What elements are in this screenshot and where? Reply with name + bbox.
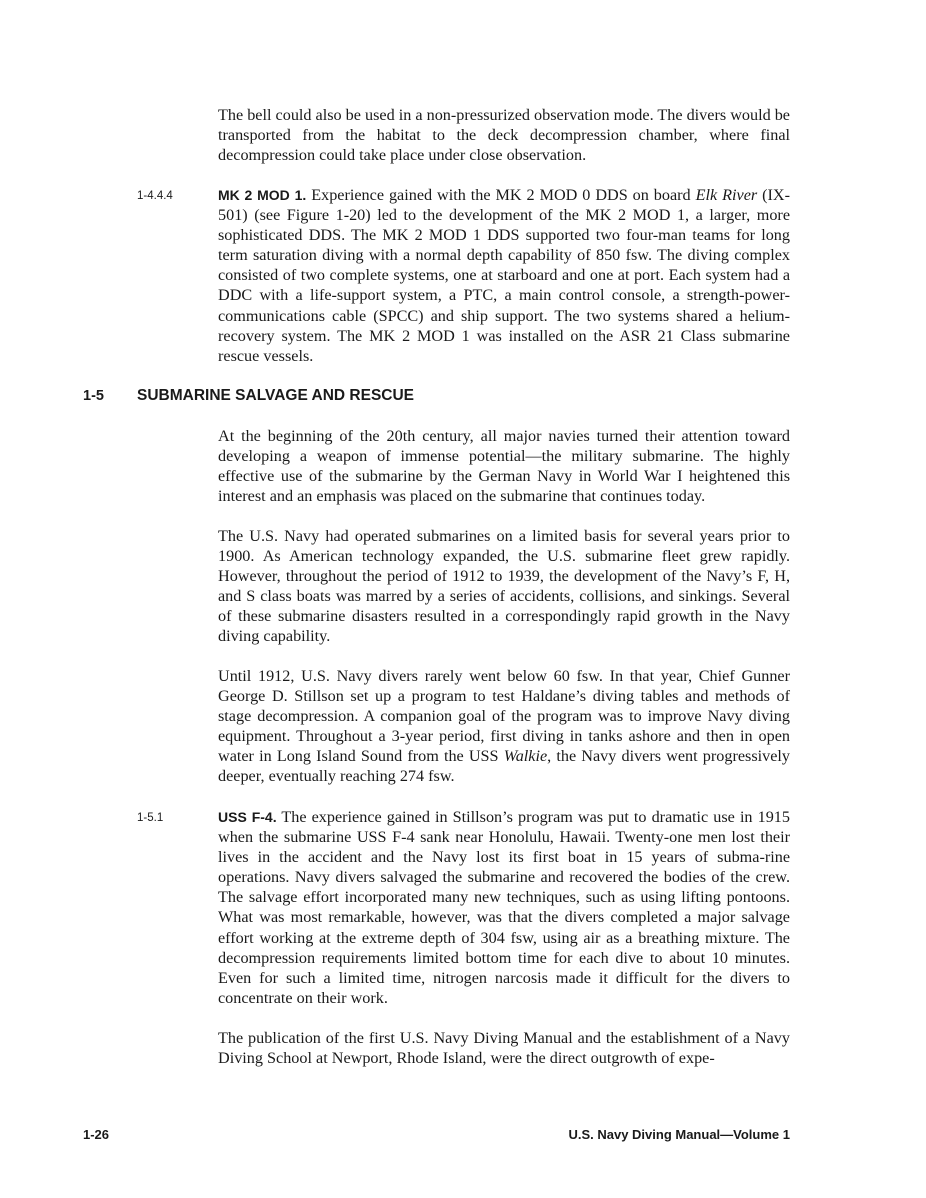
ship-name: Walkie [503,747,548,766]
section-number-1-5-1: 1-5.1 [137,812,164,824]
intro-paragraph: The bell could also be used in a non-pressurized observation mode. The divers would be transported from the habitat to the deck decompression chamber, where final decompression could take place under close observation. [218,106,790,165]
ship-name: Elk River [695,186,758,204]
run-in-heading: MK 2 MOD 1. [218,187,307,203]
section-1-5-paragraph-3 [218,666,790,787]
section-1-5-1-paragraph [218,807,790,1008]
run-in-heading: USS F-4. [218,809,277,825]
paragraph-text: Until 1912, U.S. Navy divers rarely went below 60 fsw. In that year, Chief Gunner George D. Stillson set up a program to test Haldane’s diving tables and methods of stage decompression. A companion goal of the program was to improve Navy diving equipment. Throughout a 3-year period, first diving in tanks ashore and then in open water in Long Island Sound from the USS [218,667,790,766]
paragraph-text: (IX-501) (see Figure 1-20) led to the development of the MK 2 MOD 1, a larger, more sophisticated DDS. The MK 2 MOD 1 DDS supported two four-man teams for long term saturation diving with a normal depth capability of 850 fsw. The diving complex consisted of two complete systems, one at starboard and one at port. Each system had a DDC with a life-support system, a PTC, a main control console, a strength-power-communications cable (SPCC) and ship support. The two systems shared a helium-recovery system. The MK 2 MOD 1 was installed on the ASR 21 Class submarine rescue vessels. [218,186,791,365]
section-title: SUBMARINE SALVAGE AND RESCUE [137,387,415,404]
section-1-5-paragraph-2: The U.S. Navy had operated submarines on a limited basis for several years prior to 1900. As American technology expanded, the U.S. submarine fleet grew rapidly. However, throughout the period of 1912 to 1939, the development of the Navy’s F, H, and S class boats was marred by a series of accidents, collisions, and sinkings. Several of these submarine disasters resulted in a correspondingly rapid growth in the Navy diving capability. [218,527,790,646]
final-paragraph: The publication of the first U.S. Navy Diving Manual and the establishment of a Navy Diving School at Newport, Rhode Island, were the direct outgrowth of expe- [218,1029,790,1068]
section-number-1-5: 1-5 [83,388,104,404]
section-number-1-4-4-4: 1-4.4.4 [137,190,173,202]
paragraph-text: The experience gained in Stillson’s program was put to dramatic use in 1915 when the submarine USS F-4 sank near Honolulu, Hawaii. Twenty-one men lost their lives in the accident and the Navy lost its first boat in 15 years of subma-rine operations. Navy divers salvaged the submarine and recovered the bodies of the crew. The salvage effort incorporated many new techniques, such as using lifting pontoons. What was most remarkable, however, was that the divers completed a major salvage effort working at the extreme depth of 304 fsw, using air as a breathing mixture. The decompression requirements limited bottom time for each dive to about 10 minutes. Even for such a limited time, nitrogen narcosis made it difficult for the divers to concentrate on their work. [218,808,790,1007]
paragraph-text: , the Navy divers went progressively deeper, eventually reaching 274 fsw. [218,747,790,786]
paragraph-text: Experience gained with the MK 2 MOD 0 DDS on board [311,186,691,204]
section-1-4-4-4-paragraph [218,185,790,366]
page-number: 1-26 [83,1127,110,1142]
section-1-5-paragraph-1: At the beginning of the 20th century, all major navies turned their attention toward developing a weapon of immense potential—the military submarine. The highly effective use of the submarine by the German Navy in World War I heightened this interest and an emphasis was placed on the submarine that continues today. [218,427,790,506]
footer-title: U.S. Navy Diving Manual—Volume 1 [568,1127,790,1142]
